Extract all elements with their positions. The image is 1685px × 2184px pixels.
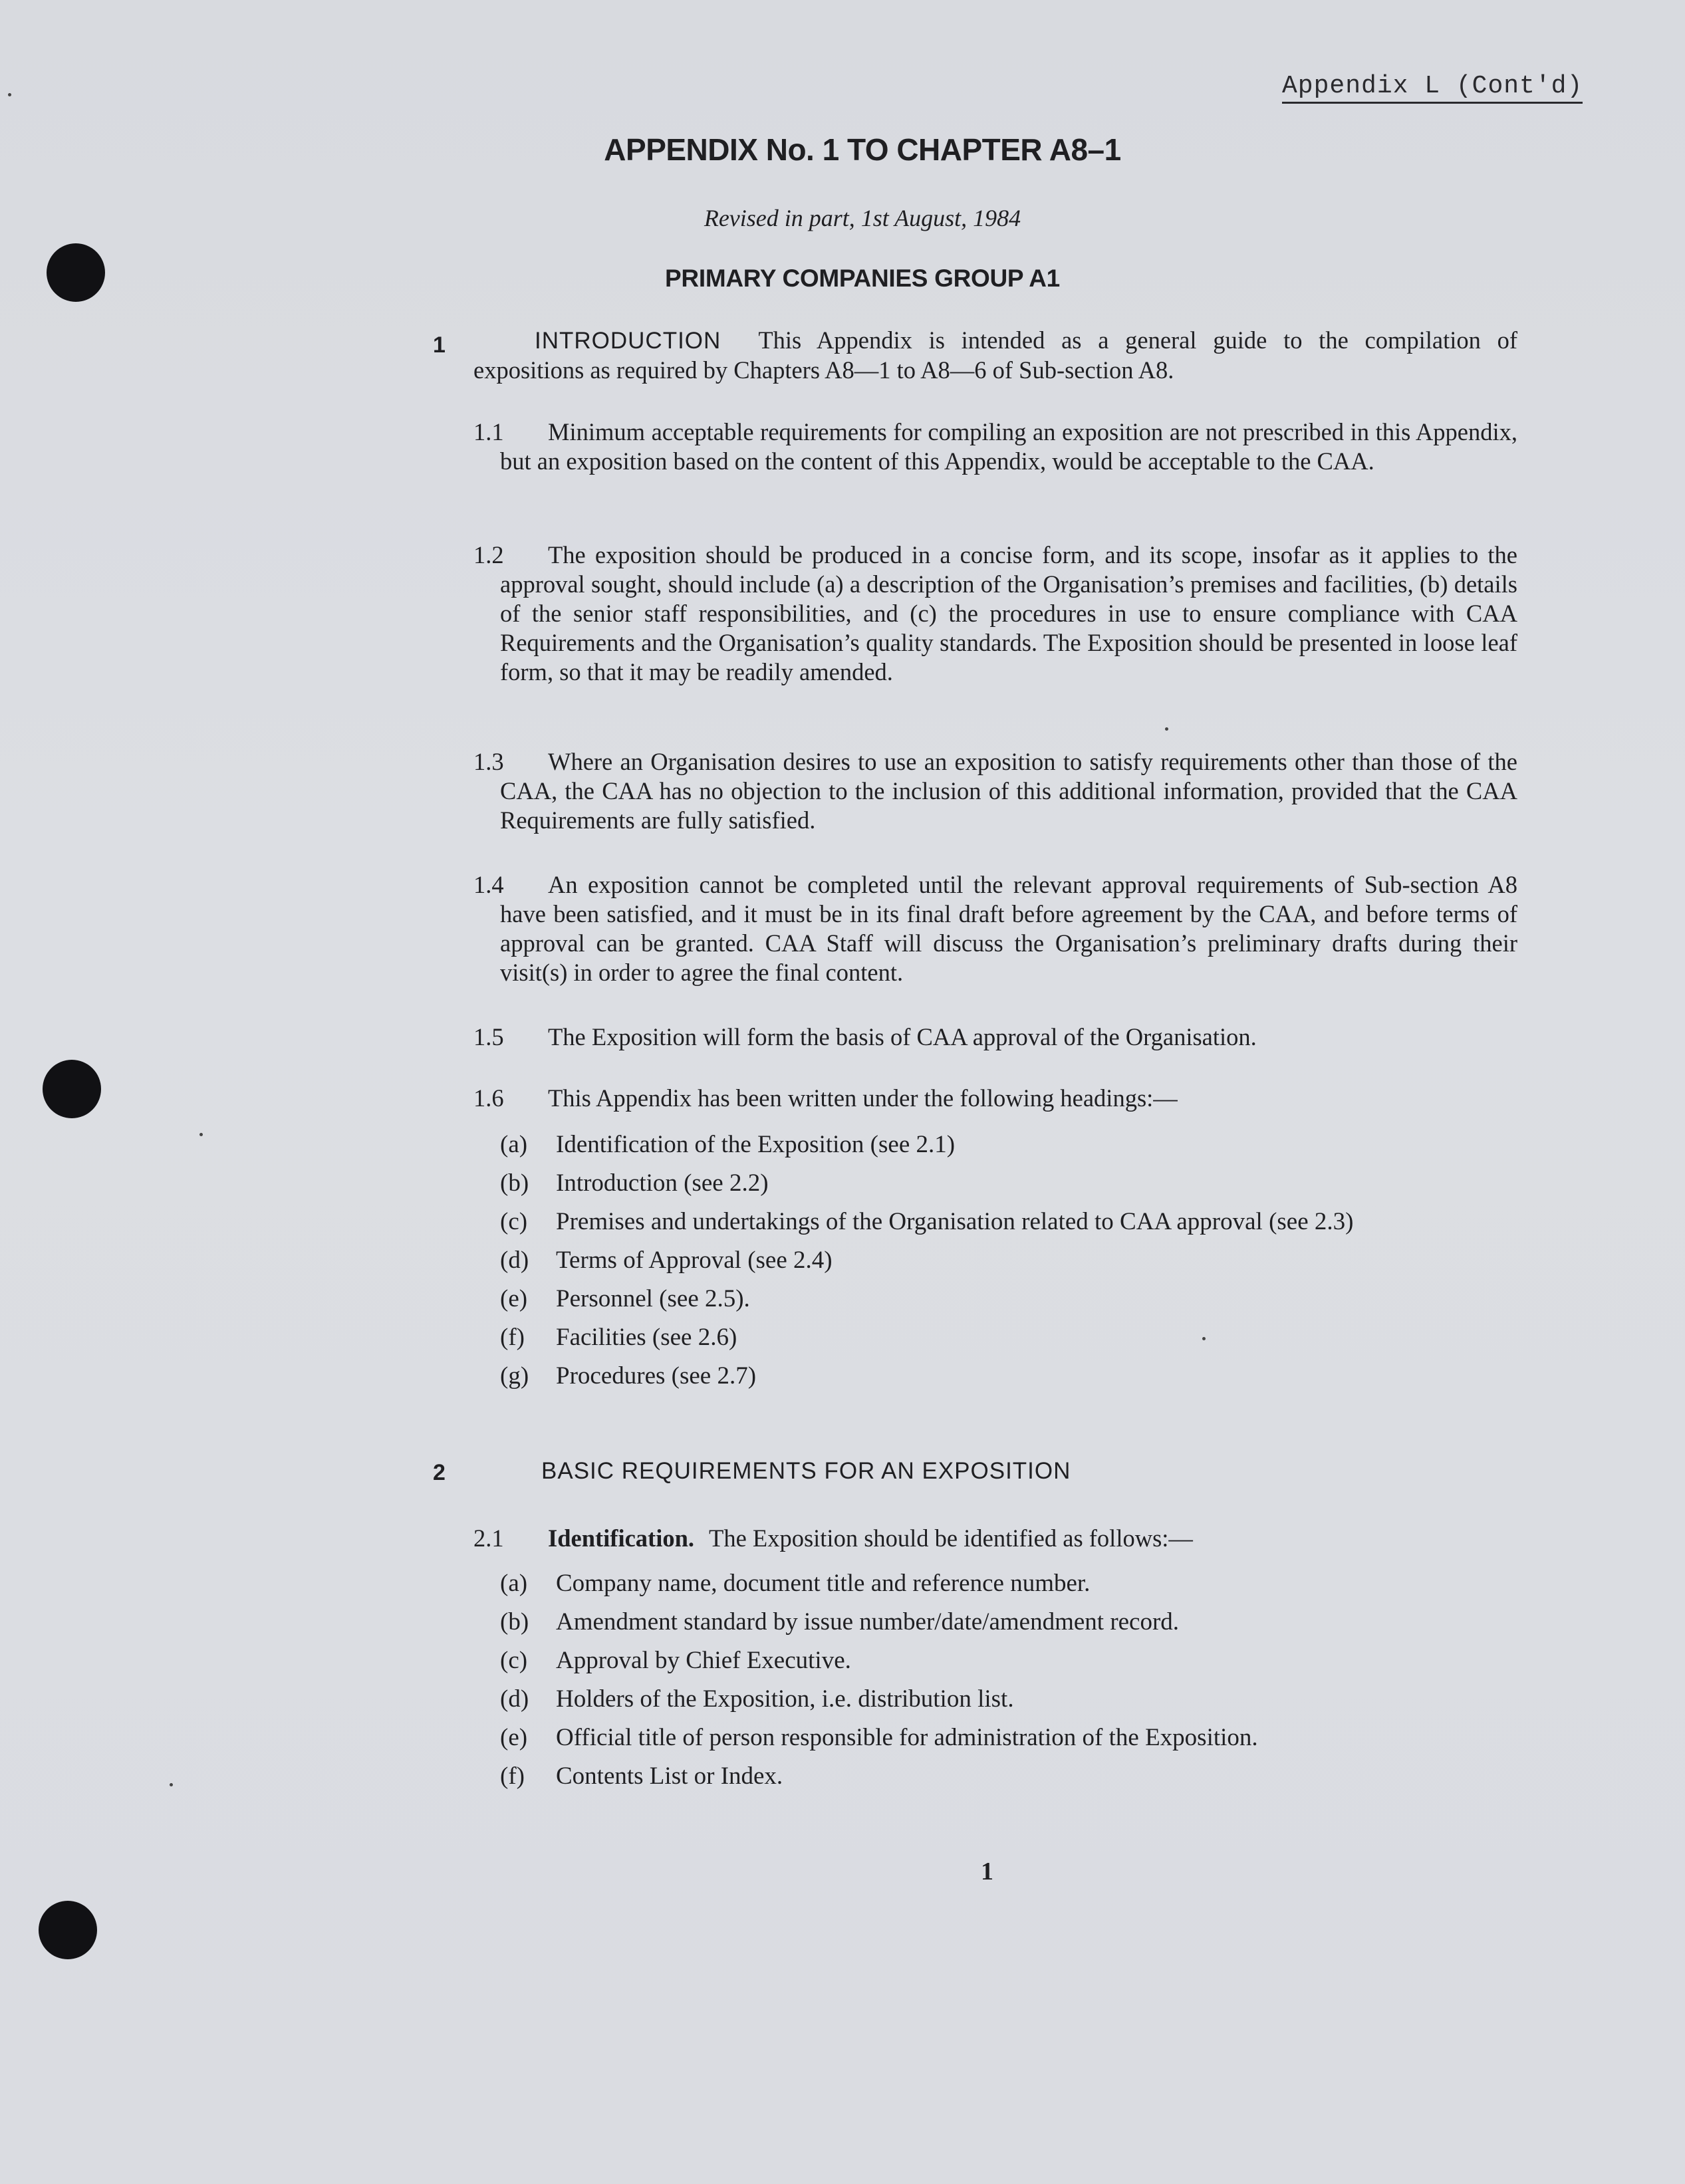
page-number: 1 [981,1858,993,1885]
list-item-label: (b) [500,1608,529,1636]
list-item-label: (c) [500,1208,528,1235]
list-item-text: Facilities (see 2.6) [556,1324,737,1351]
section-number: 2 [433,1460,446,1485]
paragraph-number: 1.2 [473,541,504,568]
paragraph-2-1 [473,1524,1193,1553]
list-item-label: (g) [500,1362,529,1390]
paragraph-1-5 [473,1023,1517,1052]
paragraph-1-2 [473,541,1517,687]
paper-speck [1165,727,1168,731]
list-item-label: (b) [500,1169,529,1197]
list-item [500,1362,756,1390]
list-item [500,1685,1014,1713]
list-item-label: (c) [500,1647,528,1674]
paper-speck [199,1133,203,1136]
paragraph-text: An exposition cannot be completed until the relevant approval requirements of Sub-section A8 have been satisfied, and it must be in its final draft before agreement by the CAA, and before terms of approval can be granted. CAA Staff will discuss the Organisation’s preliminary drafts during their visit(s) in order to agree the final content. [500,871,1517,986]
list-item [500,1323,737,1352]
section-intro-text: This Appendix is intended as a general guide to the compilation of expositions as required by Chapters A8—1 to A8—6 of Sub-section A8. [473,326,1517,384]
paper-speck [170,1783,173,1786]
list-item-text: Premises and undertakings of the Organisation related to CAA approval (see 2.3) [556,1208,1354,1235]
punch-hole-bottom [39,1901,97,1959]
list-item [500,1646,851,1675]
list-item-text: Personnel (see 2.5). [556,1285,750,1312]
page-subtitle: PRIMARY COMPANIES GROUP A1 [665,265,1060,292]
list-item [500,1207,1353,1236]
list-item-label: (f) [500,1324,525,1351]
paragraph-text: Minimum acceptable requirements for compiling an exposition are not prescribed in this Appendix, but an exposition based on the content of this Appendix, would be acceptable to the CAA. [500,418,1517,475]
list-item-label: (a) [500,1131,528,1158]
paragraph-number: 1.4 [473,871,504,898]
paragraph-text: The Exposition will form the basis of CAA approval of the Organisation. [548,1023,1257,1050]
paragraph-1-3 [473,747,1517,835]
list-item-text: Introduction (see 2.2) [556,1169,769,1197]
list-item-label: (e) [500,1285,528,1312]
section-heading: BASIC REQUIREMENTS FOR AN EXPOSITION [541,1458,1071,1484]
section-intro [473,326,1517,385]
list-item-label: (e) [500,1724,528,1751]
section-heading: INTRODUCTION [535,328,721,354]
punch-hole-middle [43,1060,101,1118]
paragraph-text: The exposition should be produced in a concise form, and its scope, insofar as it applies to the approval sought, should include (a) a description of the Organisation’s premises and facilities, (b) details of the senior staff responsibilities, and (c) the procedures in use to ensure compliance with CAA Requirements and the Organisation’s quality standards. The Exposition should be presented in loose leaf form, so that it may be readily amended. [500,541,1517,685]
list-item [500,1284,750,1313]
paragraph-lead: Identification. [548,1524,695,1552]
list-item-text: Amendment standard by issue number/date/amendment record. [556,1608,1180,1636]
list-item-text: Procedures (see 2.7) [556,1362,757,1390]
list-item-text: Approval by Chief Executive. [556,1647,851,1674]
list-item-label: (a) [500,1570,528,1597]
paragraph-number: 1.1 [473,418,504,445]
list-item [500,1169,769,1197]
list-item-text: Company name, document title and reference number. [556,1570,1091,1597]
list-item-text: Identification of the Exposition (see 2.1) [556,1131,956,1158]
paper-speck [8,93,11,96]
list-item [500,1723,1258,1752]
paragraph-number: 2.1 [473,1524,504,1552]
paragraph-text: This Appendix has been written under the following headings:— [548,1084,1178,1112]
list-item-text: Official title of person responsible for administration of the Exposition. [556,1724,1258,1751]
section-number: 1 [433,332,446,358]
paragraph-number: 1.6 [473,1084,504,1112]
list-item-label: (d) [500,1685,529,1713]
paragraph-1-6 [473,1084,1517,1113]
revision-note: Revised in part, 1st August, 1984 [704,205,1021,231]
list-item [500,1130,955,1159]
list-item [500,1246,833,1274]
paper-speck [1202,1337,1206,1340]
paragraph-text: Where an Organisation desires to use an exposition to satisfy requirements other than those of the CAA, the CAA has no objection to the inclusion of this additional information, provided that the CAA Requirements are fully satisfied. [500,748,1517,834]
list-item [500,1762,783,1790]
paragraph-1-1 [473,418,1517,476]
list-item [500,1569,1090,1598]
list-item-text: Holders of the Exposition, i.e. distribution list. [556,1685,1014,1713]
paragraph-number: 1.5 [473,1023,504,1050]
list-item [500,1608,1179,1636]
paragraph-number: 1.3 [473,748,504,775]
paragraph-1-4 [473,870,1517,987]
list-item-label: (d) [500,1247,529,1274]
appendix-reference: Appendix L (Cont'd) [1282,72,1583,104]
page-title: APPENDIX No. 1 TO CHAPTER A8–1 [604,132,1121,167]
list-item-label: (f) [500,1762,525,1790]
list-item-text: Terms of Approval (see 2.4) [556,1247,833,1274]
list-item-text: Contents List or Index. [556,1762,783,1790]
paragraph-text: The Exposition should be identified as follows:— [709,1524,1193,1552]
